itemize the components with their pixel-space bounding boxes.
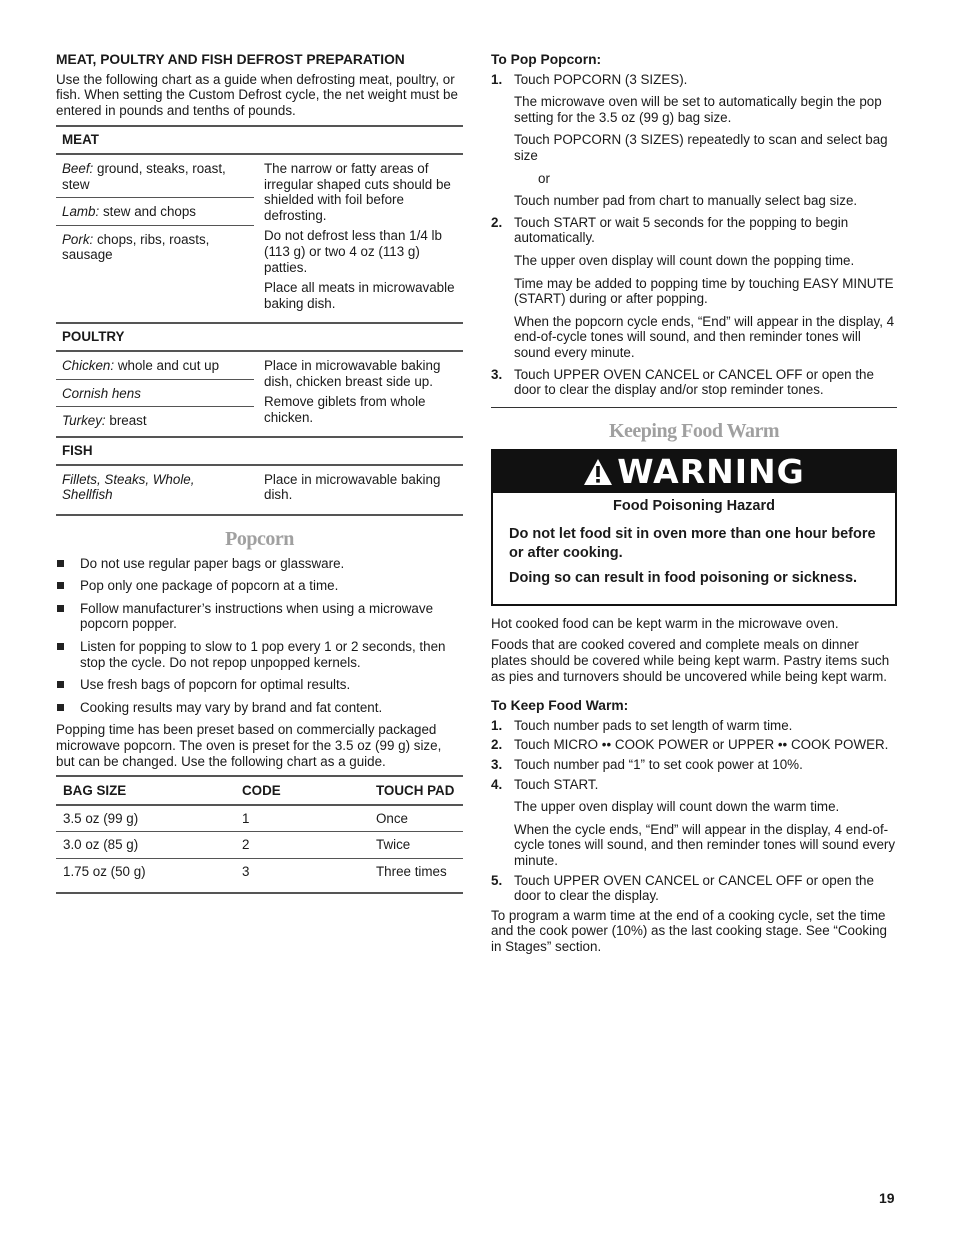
step-number: 2.	[491, 214, 503, 230]
defrost-note: Place in microwavable baking dish, chicken breast side up.	[264, 357, 441, 389]
section-divider	[491, 407, 897, 408]
step-number: 5.	[491, 872, 503, 888]
page-number: 19	[879, 1190, 895, 1206]
popcorn-paragraph: Popping time has been preset based on commercially packaged microwave popcorn. The oven is preset for the 3.5 oz (99 g) size, but can be changed. Use the following chart as a guide.	[56, 722, 442, 769]
warning-triangle-icon	[583, 458, 613, 486]
defrost-note: Place in microwavable baking dish.	[264, 471, 441, 503]
warning-line: Doing so can result in food poisoning or sickness.	[509, 569, 858, 586]
warm-paragraph: Foods that are cooked covered and complete meals on dinner plates should be covered while being kept warm. Pastry items such as pies and turnovers should be uncovered while being kept warm.	[491, 637, 890, 684]
popcorn-title: Popcorn	[225, 528, 294, 551]
defrost-item: Chicken: whole and cut up	[56, 352, 254, 380]
step-item	[491, 215, 897, 361]
defrost-table	[56, 125, 463, 516]
warning-hazard: Food Poisoning Hazard	[613, 498, 775, 515]
defrost-item: Pork: chops, ribs, roasts, sausage	[62, 231, 210, 263]
fish-header: FISH	[56, 438, 463, 466]
poultry-section	[56, 352, 463, 438]
table-cell: Once	[369, 805, 463, 832]
step-number: 1.	[491, 717, 503, 733]
step-text: Touch UPPER OVEN CANCEL or CANCEL OFF or open the door to clear the display and/or stop reminder tones.	[514, 366, 874, 398]
step-text: The microwave oven will be set to automatically begin the pop setting for the 3.5 oz (99 g) bag size.	[514, 94, 882, 125]
column-header: TOUCH PAD	[369, 776, 463, 805]
step-item	[491, 737, 897, 753]
step-item	[491, 718, 897, 734]
defrost-intro: Use the following chart as a guide when defrosting meat, poultry, or fish. When setting the Custom Defrost cycle, the net weight must be entered in pounds and tenths of pounds.	[56, 71, 458, 118]
step-text: The upper oven display will count down the popping time.	[514, 252, 855, 268]
popcorn-table	[56, 775, 463, 893]
defrost-item: Beef: ground, steaks, roast, stew	[56, 155, 254, 198]
step-number: 3.	[491, 757, 503, 773]
popcorn-bullets	[56, 556, 463, 716]
warm-paragraph: Hot cooked food can be kept warm in the microwave oven.	[491, 615, 839, 631]
table-cell: 1.75 oz (50 g)	[63, 863, 146, 879]
defrost-note: Place all meats in microwavable baking dish.	[264, 280, 455, 311]
step-item	[491, 777, 897, 869]
step-item	[491, 72, 897, 209]
bullet-square-icon	[57, 582, 64, 589]
keeping-warm-title: Keeping Food Warm	[608, 419, 780, 442]
list-item: Follow manufacturer’s instructions when using a microwave popcorn popper.	[56, 601, 463, 632]
defrost-item: Turkey: breast	[62, 413, 147, 429]
list-item: Cooking results may vary by brand and fat content.	[56, 700, 463, 716]
step-text: Touch MICRO •• COOK POWER or UPPER •• COOK POWER.	[514, 737, 889, 753]
warning-header	[493, 451, 895, 493]
step-number: 2.	[491, 737, 503, 753]
step-item	[491, 873, 897, 904]
defrost-item: Fillets, Steaks, Whole, Shellfish	[62, 471, 195, 503]
table-cell: 1	[235, 805, 369, 832]
pop-steps-heading: To Pop Popcorn:	[491, 52, 602, 67]
step-text: or	[538, 170, 550, 186]
list-item: Do not use regular paper bags or glassware.	[56, 556, 463, 572]
meat-section	[56, 155, 463, 324]
warm-steps	[491, 718, 897, 904]
defrost-item: Lamb: stew and chops	[56, 198, 254, 226]
step-text: The upper oven display will count down the warm time.	[514, 799, 840, 815]
step-number: 1.	[491, 71, 503, 87]
warm-steps-heading: To Keep Food Warm:	[491, 698, 629, 714]
warning-line: Do not let food sit in oven more than one hour before or after cooking.	[509, 525, 876, 561]
list-item: Pop only one package of popcorn at a time.	[56, 578, 463, 594]
step-text: Time may be added to popping time by touching EASY MINUTE (START) during or after popping.	[514, 275, 894, 307]
defrost-item: Cornish hens	[56, 380, 254, 408]
step-text: Touch START.	[514, 776, 599, 792]
step-text: Touch POPCORN (3 SIZES).	[514, 71, 688, 87]
warning-word: WARNING	[617, 452, 805, 492]
poultry-header: POULTRY	[56, 324, 463, 352]
step-text: Touch POPCORN (3 SIZES) repeatedly to scan and select bag size	[514, 132, 888, 163]
warning-box	[491, 449, 897, 606]
step-text: Touch number pad from chart to manually select bag size.	[514, 193, 858, 209]
step-text: Touch START or wait 5 seconds for the popping to begin automatically.	[514, 214, 849, 246]
defrost-heading: MEAT, POULTRY AND FISH DEFROST PREPARATION	[56, 52, 405, 67]
step-number: 3.	[491, 366, 503, 382]
table-row	[56, 805, 463, 832]
defrost-note: Remove giblets from whole chicken.	[264, 394, 426, 425]
table-cell: 3	[242, 863, 250, 879]
step-text: Touch UPPER OVEN CANCEL or CANCEL OFF or open the door to clear the display.	[514, 872, 874, 904]
table-cell: 2	[235, 832, 369, 859]
defrost-note: The narrow or fatty areas of irregular shaped cuts should be shielded with foil before defrosting.	[264, 160, 451, 223]
table-cell: 3.5 oz (99 g)	[56, 805, 235, 832]
step-text: Touch number pad “1” to set cook power at 10%.	[514, 757, 803, 773]
step-number: 4.	[491, 776, 503, 792]
table-row	[56, 832, 463, 859]
fish-section	[56, 466, 463, 514]
column-header: BAG SIZE	[56, 776, 235, 805]
right-column	[491, 52, 897, 961]
table-cell: Twice	[369, 832, 463, 859]
list-item: Listen for popping to slow to 1 pop every 1 or 2 seconds, then stop the cycle. Do not repop unpopped kernels.	[56, 639, 463, 670]
step-item	[491, 367, 897, 398]
table-cell: 3.0 oz (85 g)	[56, 832, 235, 859]
list-item: Use fresh bags of popcorn for optimal results.	[56, 677, 463, 693]
table-cell: Three times	[376, 863, 447, 879]
pop-steps	[491, 72, 897, 398]
bullet-square-icon	[57, 643, 64, 650]
step-text: When the popcorn cycle ends, “End” will appear in the display, 4 end-of-cycle tones will sound, and then reminder tones will sound every minute.	[514, 313, 895, 360]
bullet-square-icon	[57, 605, 64, 612]
bullet-square-icon	[57, 681, 64, 688]
step-text: Touch number pads to set length of warm time.	[514, 717, 793, 733]
defrost-note: Do not defrost less than 1/4 lb (113 g) or two 4 oz (113 g) patties.	[264, 228, 442, 275]
step-item	[491, 757, 897, 773]
step-text: When the cycle ends, “End” will appear in the display, 4 end-of-cycle tones will sound, and then reminder tones will sound every minute.	[514, 821, 896, 868]
table-row	[56, 858, 463, 892]
column-header: CODE	[235, 776, 369, 805]
bullet-square-icon	[57, 704, 64, 711]
warm-closing: To program a warm time at the end of a cooking cycle, set the time and the cook power (10%) as the last cooking stage. See “Cooking in Stages” section.	[491, 907, 887, 954]
bullet-square-icon	[57, 560, 64, 567]
meat-header: MEAT	[56, 127, 463, 155]
left-column	[56, 52, 463, 894]
